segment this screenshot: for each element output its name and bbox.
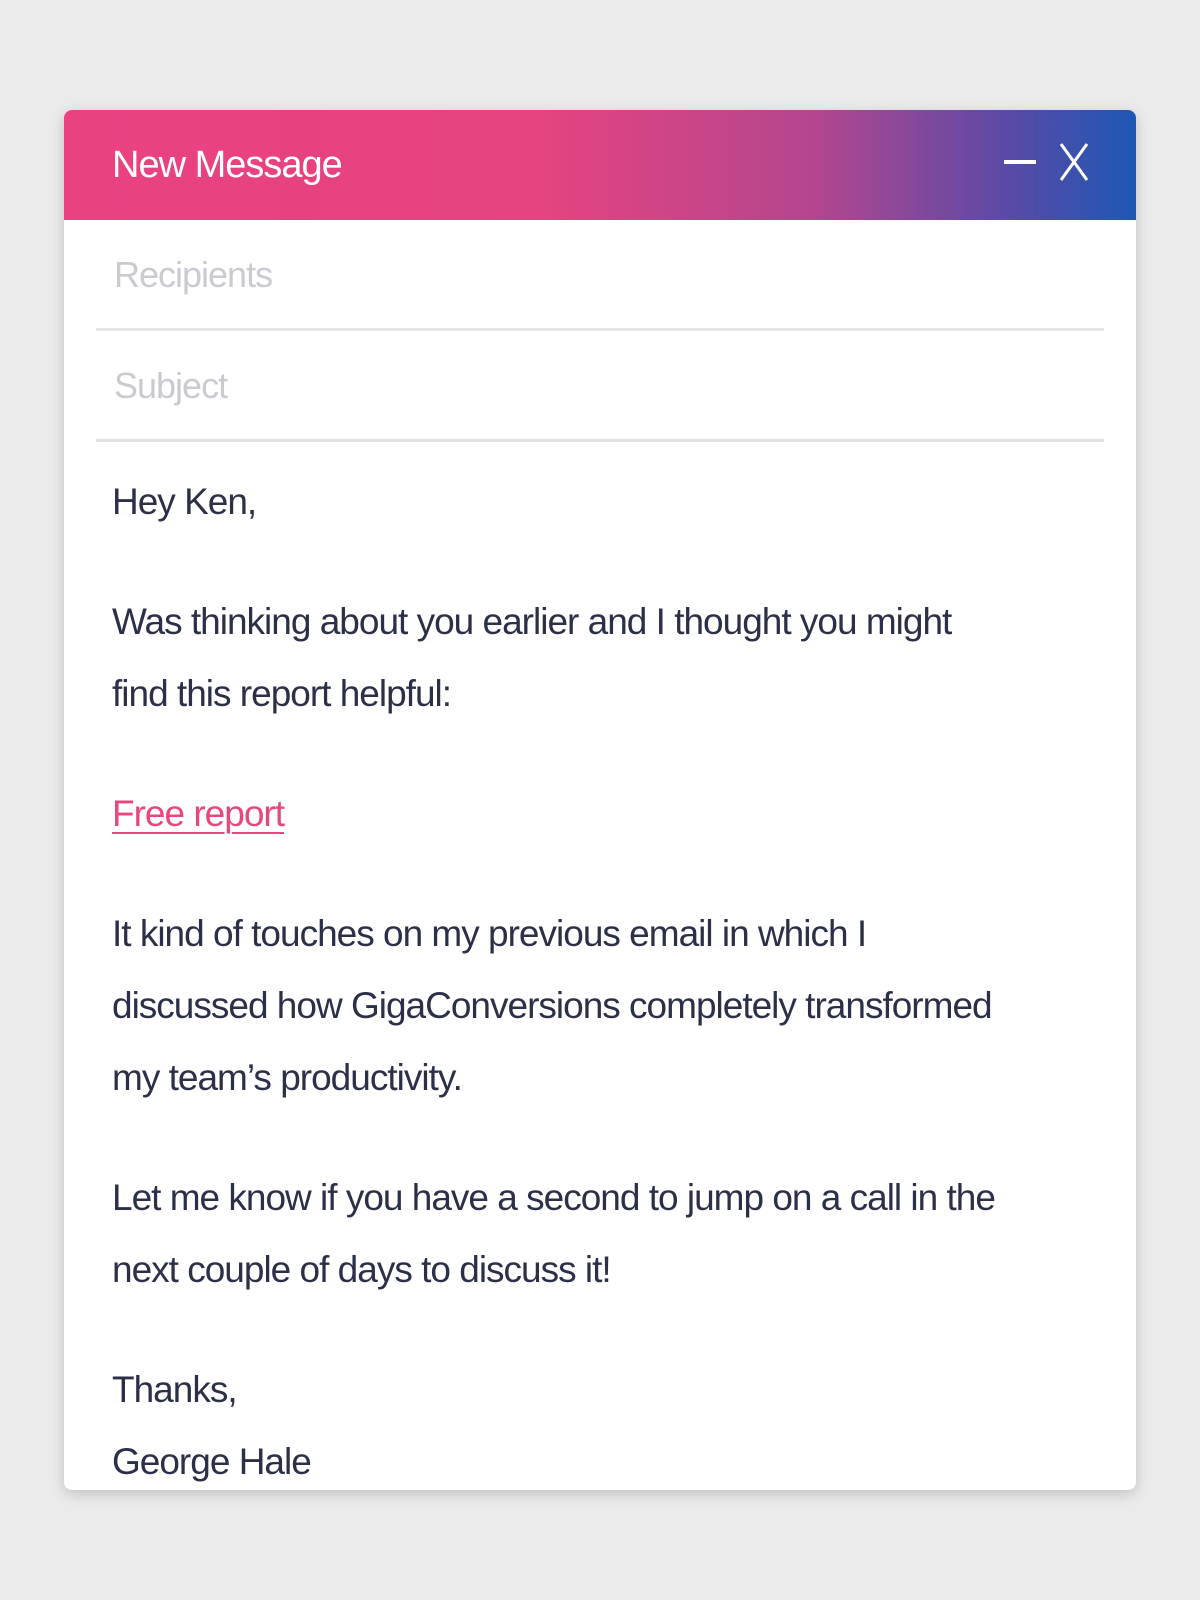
close-button[interactable] (1056, 134, 1092, 190)
minimize-icon (1004, 158, 1036, 166)
message-greeting: Hey Ken, (112, 481, 257, 522)
message-paragraph-1: Was thinking about you earlier and I thought you might find this report helpful: (112, 601, 952, 714)
recipients-field (96, 220, 1104, 331)
minimize-button[interactable] (1002, 134, 1038, 190)
close-icon (1059, 142, 1089, 182)
message-closing: Thanks, (112, 1369, 237, 1410)
compose-window (64, 110, 1136, 1490)
subject-field (96, 331, 1104, 442)
window-controls (1002, 134, 1092, 190)
message-body[interactable] (64, 442, 1136, 1490)
free-report-link[interactable]: Free report (112, 793, 285, 834)
message-paragraph-3: Let me know if you have a second to jump on a call in the next couple of days to discuss it! (112, 1177, 995, 1290)
recipients-input[interactable] (112, 248, 1016, 302)
window-title: New Message (112, 144, 342, 186)
subject-input[interactable] (112, 359, 1016, 413)
compose-titlebar (64, 110, 1136, 220)
message-signature: George Hale (112, 1441, 311, 1482)
message-paragraph-2: It kind of touches on my previous email in which I discussed how GigaConversions completely transformed my team’s productivity. (112, 913, 992, 1098)
